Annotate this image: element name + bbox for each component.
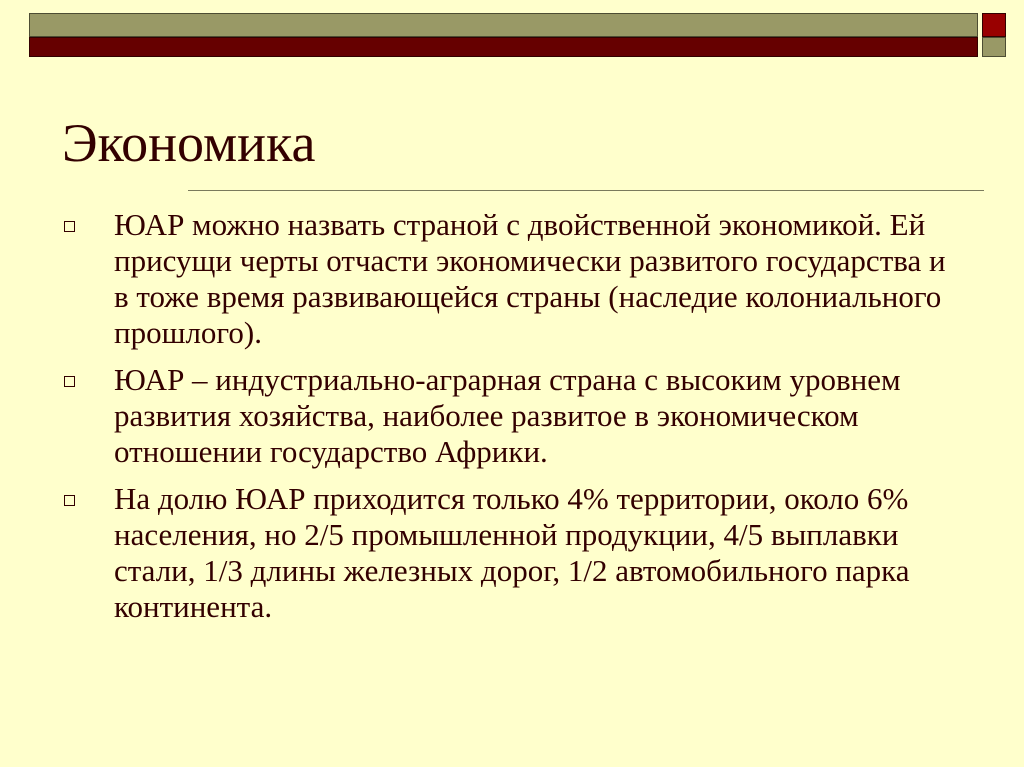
header-olive-bar [29,13,978,37]
bullet-text: На долю ЮАР приходится только 4% территории, около 6% населения, но 2/5 промышленной продукции, 4/5 выплавки стали, 1/3 длины железных дорог, 1/2 автомобильного парка континента. [114,481,910,624]
header-red-square [982,13,1006,37]
list-item [62,362,962,470]
hollow-square-icon [64,376,75,387]
bullet-list [62,207,962,636]
list-item [62,481,962,625]
slide-title: Экономика [62,113,316,173]
header-olive-square [982,37,1006,57]
list-item [62,207,962,351]
header-maroon-bar [29,37,978,57]
title-divider [188,190,984,191]
hollow-square-icon [64,495,75,506]
bullet-text: ЮАР можно назвать страной с двойственной экономикой. Ей присущи черты отчасти экономически развитого государства и в тоже время развивающейся страны (наследие колониального прошлого). [114,207,946,350]
hollow-square-icon [64,221,75,232]
bullet-text: ЮАР – индустриально-аграрная страна с высоким уровнем развития хозяйства, наиболее развитое в экономическом отношении государство Африки. [114,362,901,469]
